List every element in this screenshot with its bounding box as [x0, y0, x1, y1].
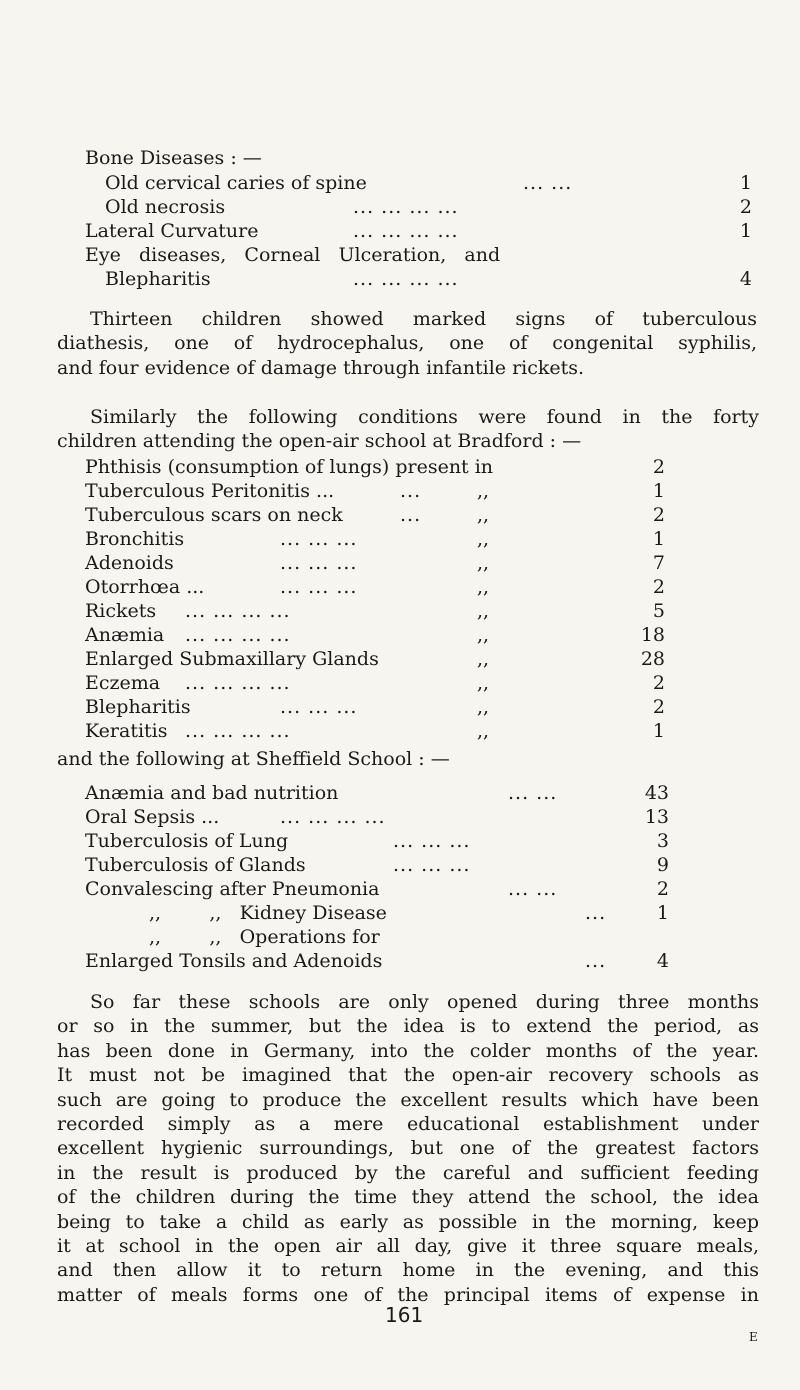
item-value: 18: [640, 624, 665, 646]
item-label: Tuberculous scars on neck: [85, 504, 343, 526]
item-value: 28: [640, 648, 665, 670]
item-label: Anæmia and bad nutrition: [85, 782, 339, 804]
text-line: children attending the open-air school at Bradford : —: [57, 430, 582, 453]
leader-dots: ... ... ... ...: [353, 220, 459, 242]
leader-dots: ... ...: [508, 782, 558, 804]
item-label: Blepharitis: [105, 268, 211, 290]
list-item: [85, 877, 669, 901]
item-value: 2: [652, 696, 665, 718]
text-line: or so in the summer, but the idea is to extend the period, as: [57, 1015, 759, 1038]
paragraph-tuberculous-diathesis: [57, 307, 757, 380]
leader-dots: ... ...: [508, 878, 558, 900]
item-value: 4: [656, 950, 669, 972]
text-line: such are going to produce the excellent results which have been: [57, 1088, 759, 1111]
text-line: it at school in the open air all day, give it three square meals,: [57, 1235, 759, 1258]
list-item: [85, 671, 665, 695]
leader-dots: ...: [585, 902, 607, 924]
item-value: 1: [652, 480, 665, 502]
page-number: 161: [385, 1303, 424, 1327]
ditto-mark: ,,: [477, 648, 490, 670]
list-item: [105, 195, 752, 219]
text-line: of the children during the time they attend the school, the idea: [57, 1186, 759, 1209]
item-label: Blepharitis: [85, 696, 191, 718]
item-label: Old necrosis: [105, 196, 226, 218]
sheffield-intro: and the following at Sheffield School : —: [57, 748, 450, 770]
text-line: being to take a child as early as possible in the morning, keep: [57, 1210, 759, 1233]
item-label: ,, ,, Kidney Disease: [149, 902, 387, 924]
leader-dots: ... ... ... ...: [185, 600, 291, 622]
item-label: Tuberculosis of Lung: [85, 830, 289, 852]
eye-diseases-line: Eye diseases, Corneal Ulceration, and: [85, 244, 501, 266]
item-value: 9: [656, 854, 669, 876]
ditto-mark: ,,: [477, 504, 490, 526]
list-item: [85, 219, 752, 243]
item-label: Keratitis: [85, 720, 168, 742]
list-item: [85, 647, 665, 671]
leader-dots: ... ... ... ...: [353, 196, 459, 218]
text-line: has been done in Germany, into the colder months of the year.: [57, 1039, 759, 1062]
text-line: and then allow it to return home in the evening, and this: [57, 1259, 759, 1282]
leader-dots: ... ... ... ...: [185, 672, 291, 694]
item-value: 1: [739, 172, 752, 194]
item-label: Tuberculous Peritonitis ...: [85, 480, 335, 502]
leader-dots: ... ... ...: [393, 830, 471, 852]
bone-diseases-heading: Bone Diseases : —: [85, 147, 262, 169]
list-item: [85, 781, 669, 805]
leader-dots: ... ... ... ...: [185, 624, 291, 646]
ditto-mark: ,,: [477, 696, 490, 718]
item-value: 43: [644, 782, 669, 804]
item-label: ,, ,, Operations for: [149, 926, 380, 948]
list-item: [85, 575, 665, 599]
list-item: [85, 527, 665, 551]
list-item: [85, 599, 665, 623]
leader-dots: ... ...: [523, 172, 573, 194]
text-line: It must not be imagined that the open-air recovery schools as: [57, 1064, 759, 1087]
list-item: [85, 805, 669, 829]
ditto-mark: ,,: [477, 480, 490, 502]
ditto-mark: ,,: [477, 624, 490, 646]
list-item: [105, 267, 752, 291]
item-value: 2: [652, 456, 665, 478]
text-line: Similarly the following conditions were found in the forty: [90, 406, 759, 428]
item-value: 2: [652, 504, 665, 526]
item-label: Lateral Curvature: [85, 220, 259, 242]
item-label: Bronchitis: [85, 528, 185, 550]
item-value: 4: [739, 268, 752, 290]
leader-dots: ... ... ...: [280, 528, 358, 550]
text-line: recorded simply as a mere educational establishment under: [57, 1113, 759, 1136]
item-label: Enlarged Submaxillary Glands: [85, 648, 379, 670]
list-item: [85, 853, 669, 877]
item-value: 3: [656, 830, 669, 852]
list-item: [85, 719, 665, 743]
item-value: 2: [652, 672, 665, 694]
item-value: 1: [652, 720, 665, 742]
leader-dots: ... ... ... ...: [185, 720, 291, 742]
item-label: Otorrhœa ...: [85, 576, 205, 598]
item-label: Old cervical caries of spine: [105, 172, 367, 194]
item-value: 1: [656, 902, 669, 924]
text-line: and four evidence of damage through infantile rickets.: [57, 356, 585, 379]
item-value: 13: [644, 806, 669, 828]
text-line: excellent hygienic surroundings, but one of the greatest factors: [57, 1137, 759, 1160]
ditto-mark: ,,: [477, 672, 490, 694]
item-value: 5: [652, 600, 665, 622]
list-item: [85, 949, 669, 973]
ditto-mark: ,,: [477, 552, 490, 574]
leader-dots: ... ... ... ...: [280, 806, 386, 828]
item-label: Convalescing after Pneumonia: [85, 878, 380, 900]
text-line: So far these schools are only opened during three months: [90, 991, 759, 1013]
item-value: 2: [656, 878, 669, 900]
ditto-mark: ,,: [477, 720, 490, 742]
item-label: Phthisis (consumption of lungs) present in: [85, 456, 494, 478]
item-value: 7: [652, 552, 665, 574]
item-label: Eczema: [85, 672, 161, 694]
list-item: [105, 171, 752, 195]
leader-dots: ... ... ... ...: [353, 268, 459, 290]
list-item: [85, 623, 665, 647]
text-line: Thirteen children showed marked signs of tuberculous: [90, 308, 757, 330]
leader-dots: ...: [585, 950, 607, 972]
item-label: Anæmia: [85, 624, 165, 646]
leader-dots: ... ... ...: [280, 696, 358, 718]
ditto-mark: ,,: [477, 528, 490, 550]
signature-mark: E: [749, 1330, 758, 1344]
text-line: in the result is produced by the careful and sufficient feeding: [57, 1161, 759, 1184]
text-line: matter of meals forms one of the principal items of expense in: [57, 1283, 759, 1306]
leader-dots: ...: [400, 504, 422, 526]
item-label: Adenoids: [85, 552, 174, 574]
item-value: 2: [652, 576, 665, 598]
item-label: Tuberculosis of Glands: [85, 854, 306, 876]
item-value: 2: [739, 196, 752, 218]
list-item: [85, 503, 665, 527]
ditto-mark: ,,: [477, 600, 490, 622]
leader-dots: ... ... ...: [393, 854, 471, 876]
item-value: 1: [652, 528, 665, 550]
list-item: [85, 551, 665, 575]
list-item: [85, 455, 665, 479]
ditto-mark: ,,: [477, 576, 490, 598]
text-line: diathesis, one of hydrocephalus, one of congenital syphilis,: [57, 332, 757, 355]
item-label: Oral Sepsis ...: [85, 806, 220, 828]
item-label: Rickets: [85, 600, 157, 622]
leader-dots: ... ... ...: [280, 552, 358, 574]
item-label: Enlarged Tonsils and Adenoids: [85, 950, 383, 972]
paragraph-open-air-schools: [57, 990, 759, 1307]
list-item: [85, 479, 665, 503]
list-item: [85, 925, 669, 949]
leader-dots: ...: [400, 480, 422, 502]
list-item: [85, 901, 669, 925]
list-item: [85, 695, 665, 719]
list-item: [85, 829, 669, 853]
leader-dots: ... ... ...: [280, 576, 358, 598]
item-value: 1: [739, 220, 752, 242]
paragraph-bradford-intro: [57, 405, 759, 454]
